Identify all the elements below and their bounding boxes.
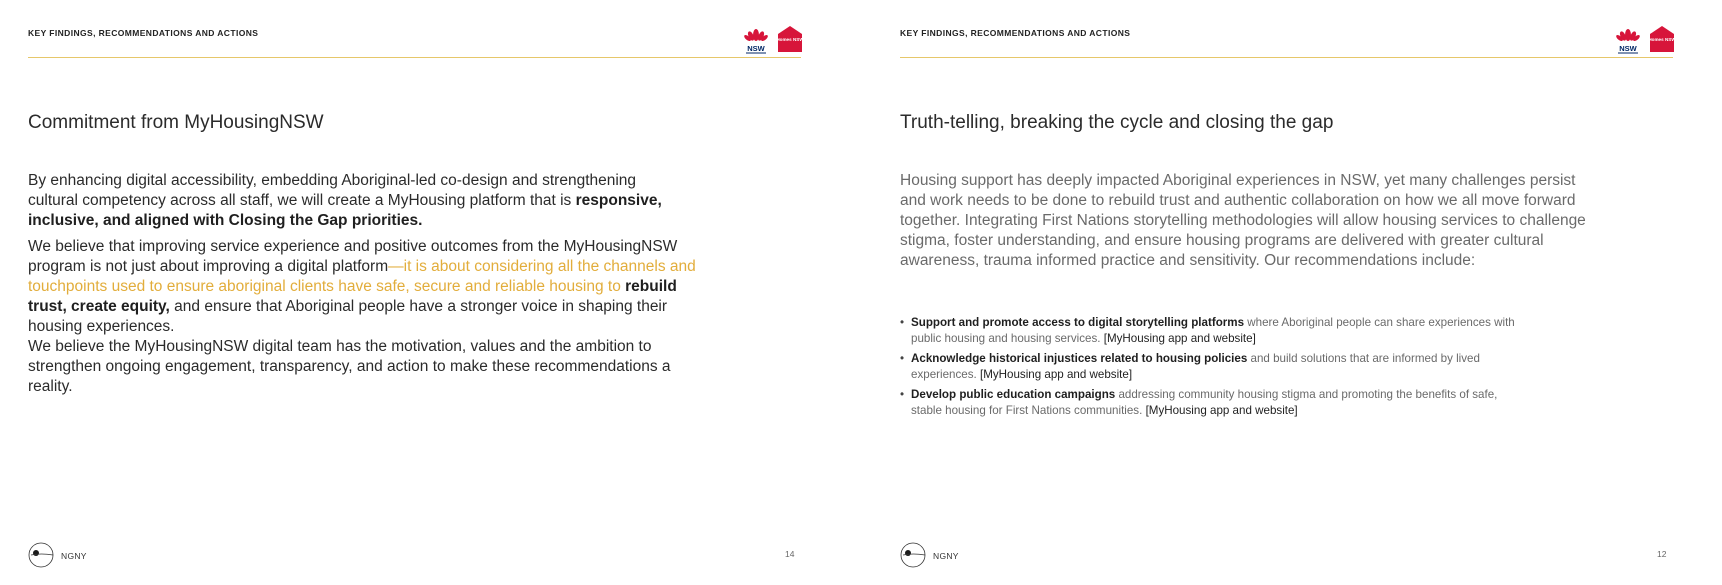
recommendation-tag: [MyHousing app and website] xyxy=(1103,332,1256,345)
list-item xyxy=(900,387,1520,419)
paragraph-text: By enhancing digital accessibility, embedding Aboriginal-led co-design and strengthening cultural competency across all staff, we will create a MyHousing platform that is xyxy=(28,172,637,209)
recommendation-tag: [MyHousing app and website] xyxy=(979,368,1133,381)
recommendations-list xyxy=(900,315,1520,423)
list-item xyxy=(900,315,1520,347)
recommendation-text: addressing community housing stigma and promoting the benefits of safe, stable housing for First Nations communities. xyxy=(911,388,1498,417)
homes-nsw-logo xyxy=(778,26,802,52)
paragraph-accent-text: —it is about considering all the channels and touchpoints used to ensure aboriginal clients have safe, secure and reliable housing to xyxy=(28,258,696,295)
page-number: 12 xyxy=(1657,549,1667,559)
section-header: KEY FINDINGS, RECOMMENDATIONS AND ACTIONS xyxy=(900,28,1131,38)
page-title: Truth-telling, breaking the cycle and closing the gap xyxy=(900,112,1334,133)
recommendation-tag: [MyHousing app and website] xyxy=(1145,404,1298,417)
homes-logo-text: Homes NSW xyxy=(776,37,804,42)
recommendation-text: where Aboriginal people can share experiences with public housing and housing services. xyxy=(911,316,1515,345)
homes-nsw-logo xyxy=(1650,26,1674,52)
paragraph-text: We believe that improving service experience and positive outcomes from the MyHousingNSW program is not just about improving a digital platform xyxy=(28,238,678,275)
recommendation-title: Develop public education campaigns xyxy=(911,388,1116,401)
paragraph-text: and ensure that Aboriginal people have a stronger voice in shaping their housing experiences. xyxy=(28,298,668,335)
bullet-marker: • xyxy=(900,388,905,401)
page-number: 14 xyxy=(785,549,795,559)
header-divider xyxy=(900,57,1673,58)
section-header: KEY FINDINGS, RECOMMENDATIONS AND ACTIONS xyxy=(28,28,259,38)
ngny-mark-icon xyxy=(28,542,54,568)
nsw-logo-text: NSW xyxy=(1619,44,1637,53)
intro-paragraph: Housing support has deeply impacted Aboriginal experiences in NSW, yet many challenges persist and work needs to be done to rebuild trust and authentic collaboration on how we all move forward together. Integrating First Nations storytelling methodologies will allow housing services to challenge stigma, foster understanding, and ensure housing programs are delivered with greater cultural awareness, trauma informed practice and sensitivity. Our recommendations include: xyxy=(900,172,1586,269)
page-title: Commitment from MyHousingNSW xyxy=(28,112,324,133)
left-page xyxy=(0,0,850,585)
list-item xyxy=(900,351,1520,383)
paragraph-emphasis: rebuild trust, create equity, xyxy=(28,278,677,315)
bullet-marker: • xyxy=(900,352,905,365)
brand-logos xyxy=(1616,26,1674,54)
brand-logos xyxy=(744,26,802,54)
paragraph-emphasis: responsive, inclusive, and aligned with Closing the Gap priorities. xyxy=(28,192,662,229)
ngny-mark-icon xyxy=(900,542,926,568)
recommendation-title: Acknowledge historical injustices related to housing policies xyxy=(911,352,1248,365)
recommendation-text: and build solutions that are informed by lived experiences. xyxy=(911,352,1480,381)
footer-brand: NGNY xyxy=(933,551,959,561)
recommendation-title: Support and promote access to digital storytelling platforms xyxy=(911,316,1245,329)
homes-logo-text: Homes NSW xyxy=(1648,37,1676,42)
nsw-waratah-logo xyxy=(744,26,768,54)
bullet-marker: • xyxy=(900,316,905,329)
nsw-waratah-logo xyxy=(1616,26,1640,54)
right-page xyxy=(872,0,1722,585)
header-divider xyxy=(28,57,801,58)
paragraph-belief xyxy=(28,237,698,397)
footer-brand: NGNY xyxy=(61,551,87,561)
nsw-logo-text: NSW xyxy=(747,44,765,53)
paragraph-text: We believe the MyHousingNSW digital team has the motivation, values and the ambition to strengthen ongoing engagement, transparency, and action to make these recommendations a reality. xyxy=(28,338,671,395)
paragraph-commitment xyxy=(28,171,688,231)
